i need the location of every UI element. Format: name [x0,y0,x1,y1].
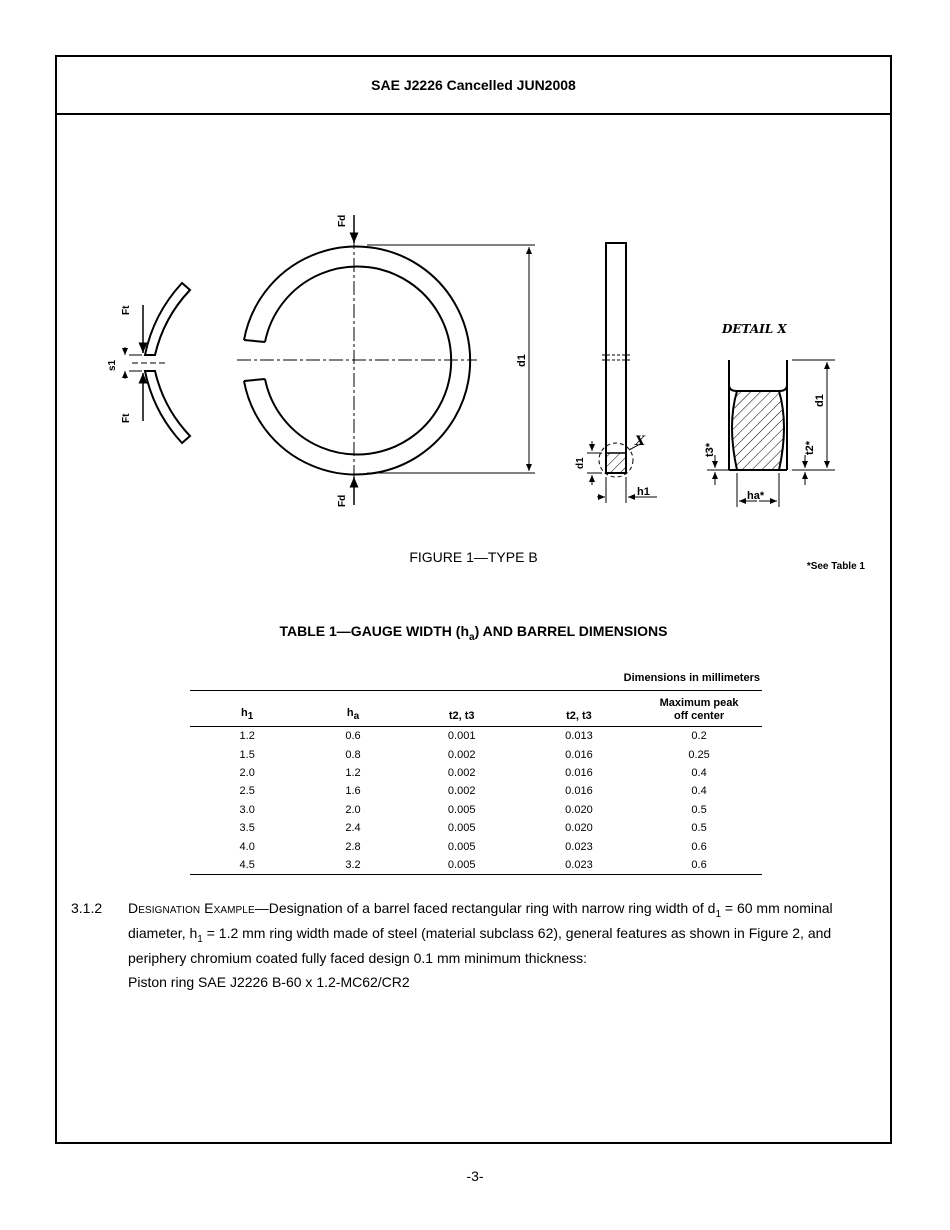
fd-top-label: Fd [337,214,348,227]
t2-label: t2* [804,440,816,455]
table-header-row: $h_1$ $h_a$ t2, t3 t2, t3 Maximum peak off center [190,691,762,727]
ring-end-segments [125,283,190,443]
dimensions-table [190,690,762,875]
ha-label: ha* [747,490,765,502]
designation-example-text: Piston ring SAE J2226 B-60 x 1.2-MC62/CR2 [128,974,410,990]
d1-ring-label: d1 [516,354,528,367]
document-header [57,57,890,115]
clause-body: Designation Example—Designation of a barrel faced rectangular ring with narrow ring width of $d_1 = 60$ mm nominal diameter, $h_1 = 1.2$ mm ring width made of steel (material subclass 62), general features as shown in Figure 2, and periphery chromium coated fully faced design 0.1 mm minimum thickness: [128,900,833,966]
page-number: -3- [466,1168,484,1184]
clause-number: 3.1.2 [71,900,103,916]
figure-caption: FIGURE 1—TYPE B [409,549,538,565]
table-row: 1.2 0.6 0.001 0.013 0.2 [239,730,707,743]
detail-x-barrel-section [707,360,835,507]
piston-ring-front-view [237,215,535,505]
table-row: 3.0 2.0 0.005 0.020 0.5 [239,803,707,816]
detail-x-label: DETAIL X [722,322,787,336]
page-frame [55,55,892,1144]
units-note: Dimensions in millimeters [623,672,760,684]
document-title: SAE J2226 Cancelled JUN2008 [371,77,576,93]
h1-label: h1 [637,486,650,498]
s1-label: s1 [107,359,118,371]
table-row: 4.5 3.2 0.005 0.023 0.6 [190,856,762,875]
clause-heading: Designation Example [128,900,255,916]
table-row: 1.5 0.8 0.002 0.016 0.25 [239,748,710,761]
table-row: 2.5 1.6 0.002 0.016 0.4 [239,785,707,798]
x-detail-marker: X [635,434,646,449]
d1-detail-label: d1 [814,394,826,407]
table-title: TABLE 1—GAUGE WIDTH $(h_a)$ AND BARREL DIMENSIONS [279,623,668,643]
ft-top-label: Ft [121,305,132,315]
d1-side-label: d1 [575,457,586,469]
ft-bottom-label: Ft [121,413,132,423]
fd-bottom-label: Fd [337,494,348,507]
figure-footnote: *See Table 1 [806,561,865,572]
t3-label: t3* [704,442,716,457]
table-row: 4.0 2.8 0.005 0.023 0.6 [239,840,707,853]
piston-ring-side-view [587,243,657,503]
table-row: 2.0 1.2 0.002 0.016 0.4 [239,766,707,779]
table-row: 3.5 2.4 0.005 0.020 0.5 [239,822,707,835]
gauge-width-table [190,672,762,875]
